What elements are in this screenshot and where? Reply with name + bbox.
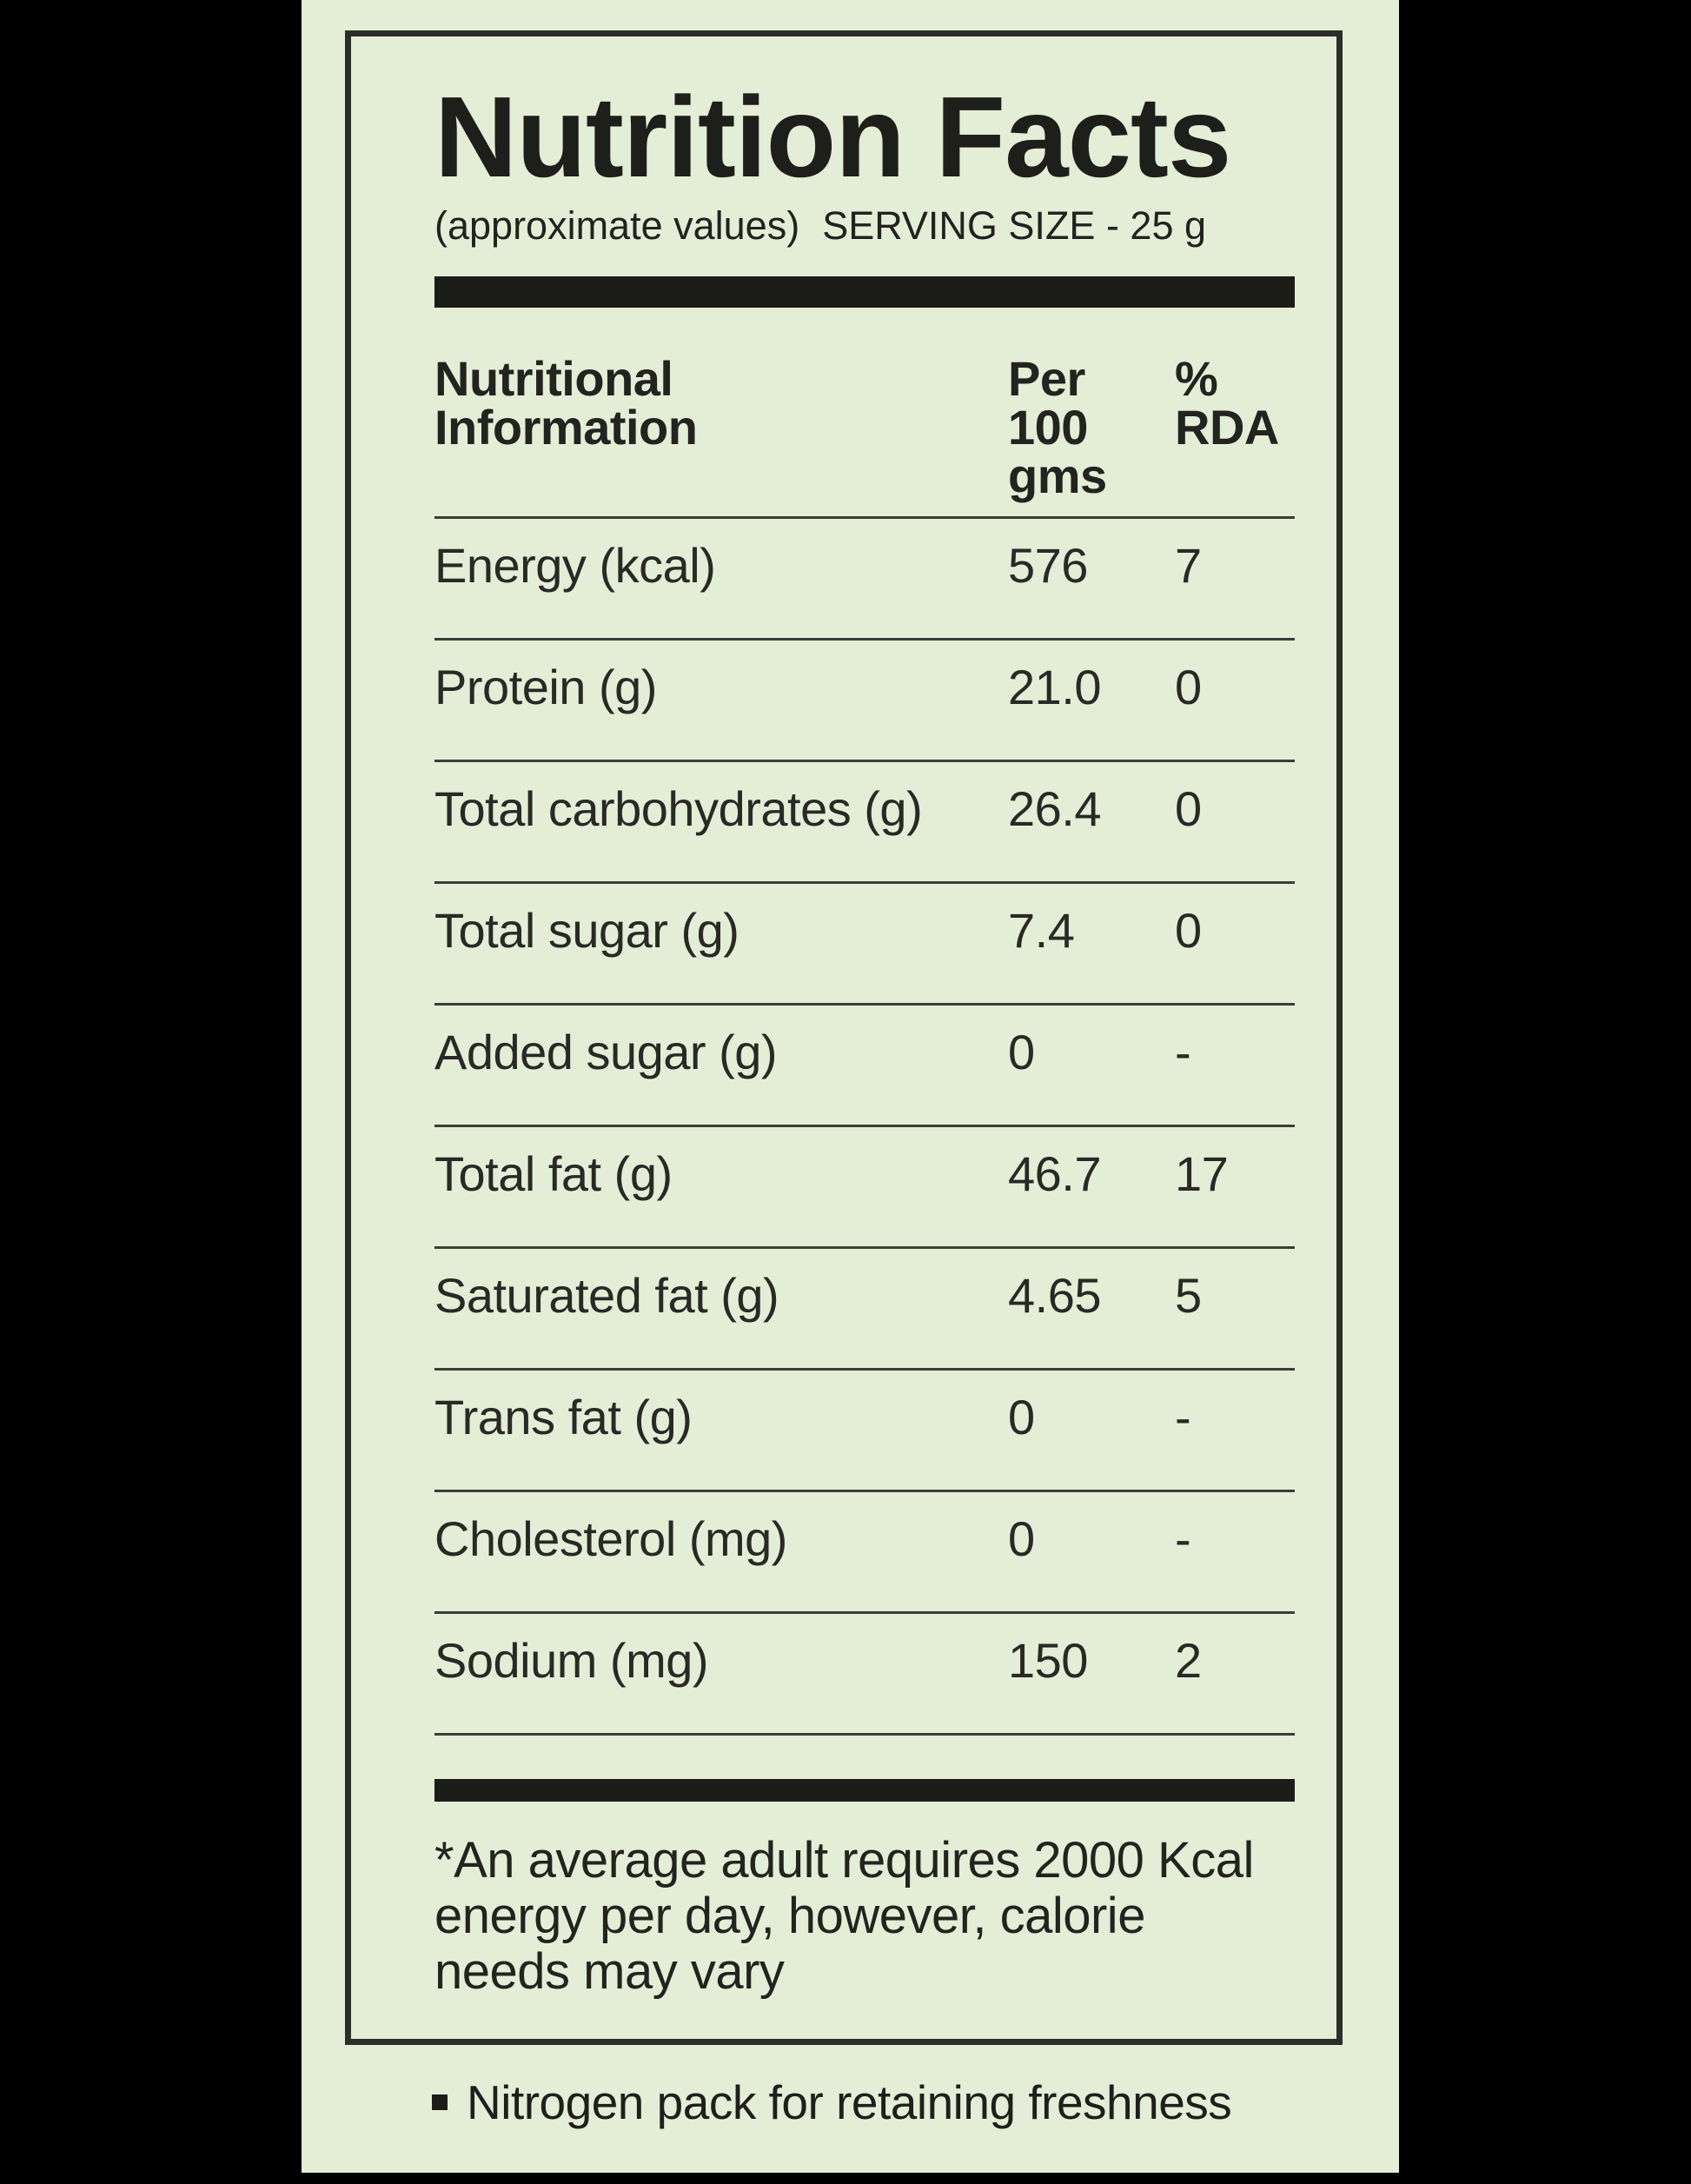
- header-line: 100: [1008, 400, 1088, 455]
- footnote: [434, 1833, 1295, 2000]
- rda-value: 0: [1175, 781, 1202, 836]
- footnote-line: needs may vary: [434, 1943, 785, 2000]
- table-row: [434, 1249, 1295, 1371]
- nitrogen-pack-note: [432, 2077, 1231, 2128]
- rda-value: 7: [1175, 538, 1202, 593]
- per100-value: 46.7: [1008, 1146, 1101, 1201]
- table-row: [434, 1006, 1295, 1127]
- table-row: [434, 519, 1295, 641]
- nutrient-label: Energy (kcal): [434, 538, 716, 593]
- nutrient-label: Cholesterol (mg): [434, 1511, 787, 1566]
- nutrient-label: Total sugar (g): [434, 903, 739, 958]
- header-line: Nutritional: [434, 351, 673, 406]
- header-line: Information: [434, 400, 698, 455]
- nutrient-label: Protein (g): [434, 660, 657, 714]
- rda-value: 17: [1175, 1146, 1229, 1201]
- header-line: Per: [1008, 351, 1085, 406]
- header-line: RDA: [1175, 400, 1279, 455]
- per100-value: 150: [1008, 1633, 1088, 1688]
- footnote-line: *An average adult requires 2000 Kcal: [434, 1832, 1254, 1889]
- per100-value: 26.4: [1008, 781, 1101, 836]
- column-header-nutritional-information: [434, 351, 1008, 501]
- top-divider-bar: [434, 276, 1295, 308]
- footnote-line: energy per day, however, calorie: [434, 1888, 1145, 1944]
- rda-value: 0: [1175, 903, 1202, 958]
- table-row: [434, 641, 1295, 762]
- nutrient-label: Total carbohydrates (g): [434, 781, 923, 836]
- nitrogen-pack-text: Nitrogen pack for retaining freshness: [467, 2075, 1232, 2129]
- table-row: [434, 1614, 1295, 1736]
- nutrient-label: Saturated fat (g): [434, 1268, 779, 1323]
- serving-size-text: SERVING SIZE - 25 g: [822, 203, 1207, 248]
- table-row: [434, 884, 1295, 1006]
- table-row: [434, 1371, 1295, 1492]
- header-line: %: [1175, 351, 1218, 406]
- rda-value: 0: [1175, 660, 1202, 714]
- column-header-per-100-gms: [1008, 351, 1175, 503]
- subtitle: [434, 203, 1295, 249]
- per100-value: 7.4: [1008, 903, 1075, 958]
- label-panel: [302, 0, 1399, 2173]
- page-title: Nutrition Facts: [434, 73, 1231, 201]
- column-header-rda: [1175, 351, 1295, 501]
- per100-value: 0: [1008, 1511, 1035, 1566]
- rda-value: 5: [1175, 1268, 1202, 1323]
- header-line: gms: [1008, 448, 1107, 503]
- table-row: [434, 762, 1295, 884]
- per100-value: 21.0: [1008, 660, 1101, 714]
- approximate-values-note: (approximate values): [434, 203, 800, 248]
- nutrient-label: Total fat (g): [434, 1146, 673, 1201]
- nutrient-label: Trans fat (g): [434, 1390, 693, 1444]
- table-header: [434, 351, 1295, 503]
- table-row: [434, 1492, 1295, 1614]
- rda-value: -: [1175, 1511, 1191, 1566]
- nutrient-label: Added sugar (g): [434, 1025, 778, 1079]
- rda-value: -: [1175, 1390, 1191, 1444]
- nutrient-label: Sodium (mg): [434, 1633, 709, 1688]
- nutrition-facts-box: [345, 30, 1343, 2045]
- square-bullet-icon: [432, 2094, 448, 2110]
- table-row: [434, 1127, 1295, 1249]
- per100-value: 576: [1008, 538, 1088, 593]
- rda-value: -: [1175, 1025, 1191, 1079]
- per100-value: 4.65: [1008, 1268, 1101, 1323]
- rda-value: 2: [1175, 1633, 1202, 1688]
- bottom-divider-bar: [434, 1779, 1295, 1802]
- per100-value: 0: [1008, 1390, 1035, 1444]
- per100-value: 0: [1008, 1025, 1035, 1079]
